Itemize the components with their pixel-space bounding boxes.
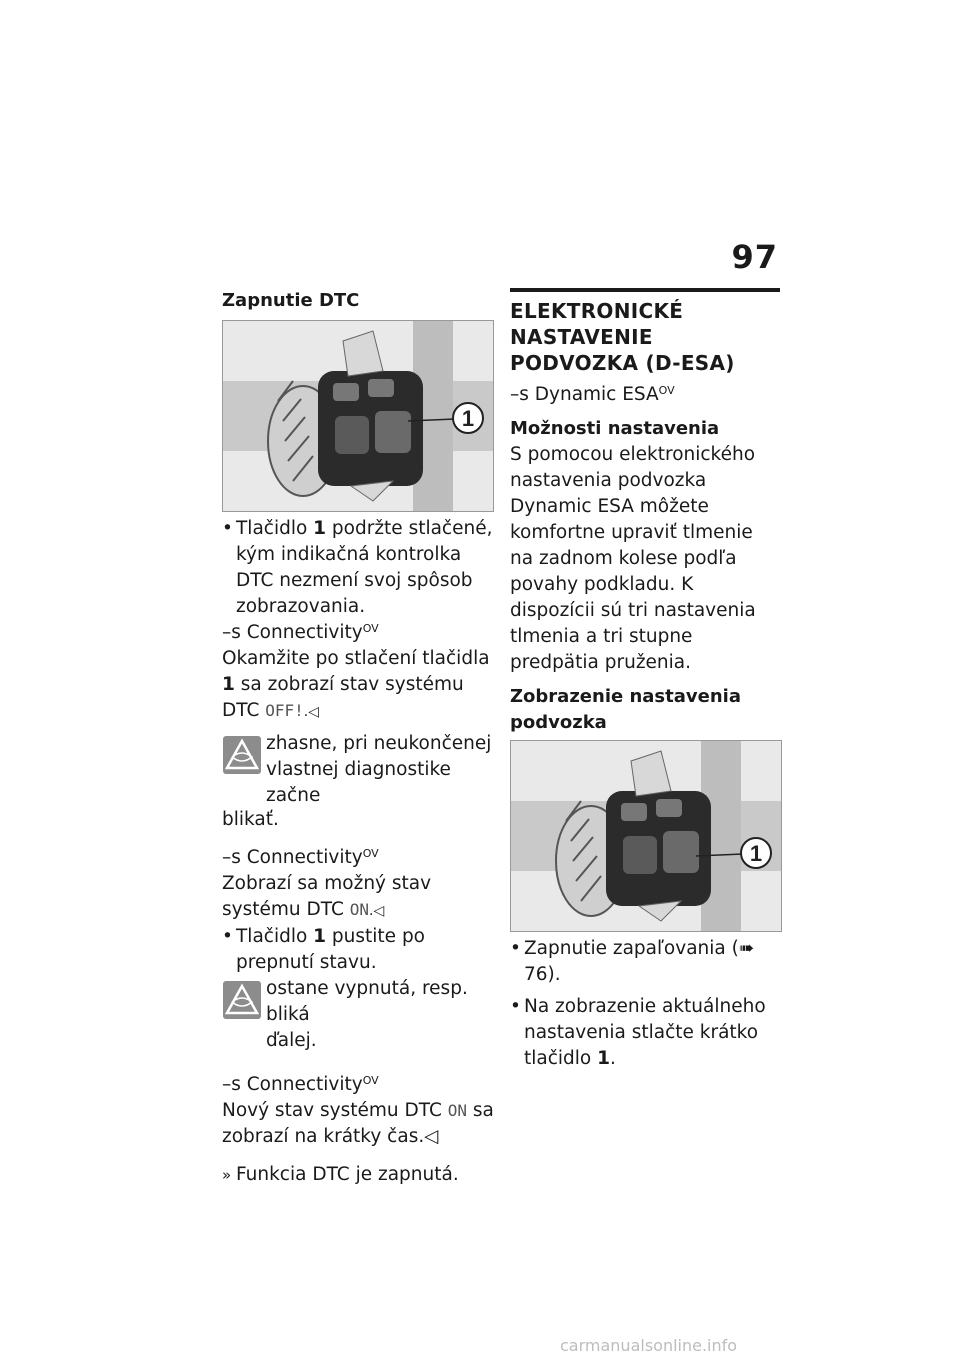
end-mark: .◁ [369,903,385,919]
warning-text-line: zhasne, pri neukončenej [266,733,492,754]
step-release-button [222,924,494,976]
condition-2-text [222,871,494,924]
warning-text-line: vlastnej diagnostike začne [266,759,451,806]
handlebar-switch-figure [222,320,494,512]
condition-text-rest: sa zobrazí stav systému DTC [222,674,464,721]
subheading-options: Možnosti nastavenia [510,418,720,439]
bullet-dot-icon: • [222,926,233,947]
warning-note-1 [222,731,494,809]
ov-superscript: OV [362,1074,379,1087]
display-code-on: ON [349,900,370,919]
step-text-rest: pustite po prepnutí stavu. [236,926,426,973]
section-heading-desa: ELEKTRONICKÉ NASTAVENIE PODVOZKA (D-ESA) [510,288,780,376]
handlebar-switch-illustration [223,321,493,511]
button-number: 1 [313,518,327,539]
warning-lamp-icon [222,980,262,1020]
display-code-on: ON [447,1101,468,1120]
handlebar-switch-illustration [511,741,781,931]
button-number: 1 [597,1048,610,1069]
subheading-display: Zobrazenie nastavenia podvozka [510,686,741,733]
condition-connectivity-1 [222,620,494,646]
section-heading-dtc: Zapnutie DTC [222,290,360,311]
condition-3-text [222,1098,494,1150]
warning-note-2 [222,976,494,1054]
condition-label: –s Dynamic ESA [510,384,659,405]
page-number: 97 [731,238,778,276]
condition-connectivity-3 [222,1072,494,1098]
button-number: 1 [313,926,327,947]
condition-label: –s Connectivity [222,622,363,643]
ov-superscript: OV [362,622,379,635]
step-text-rest: podržte stlačené, kým indikačná kontrolka DTC nezmení svoj spôsob zobrazovania. [236,518,493,617]
condition-text: Nový stav systému DTC [222,1100,448,1121]
warning-text-line: ďalej. [266,1030,317,1051]
step-show-setting [510,994,780,1072]
step-ignition-on [510,936,780,988]
step-text: Tlačidlo [236,926,314,947]
warning-text-line: ostane vypnutá, resp. bliká [266,978,468,1025]
condition-connectivity-2 [222,845,494,871]
description-paragraph: S pomocou elektronického nastavenia podvozka Dynamic ESA môžete komfortne upraviť tlmenie na zadnom kolese podľa povahy podkladu. K dispozícii sú tri nastavenia tlmenia a tri stupne predpätia pruženia. [510,444,756,673]
page-reference[interactable]: 76). [524,964,561,985]
condition-text: Zobrazí sa možný stav systému DTC [222,873,432,920]
figure-callout-number: 1 [749,841,763,866]
step-text: Zapnutie zapaľovania ( [524,938,739,959]
ov-superscript: OV [362,847,379,860]
warning-lamp-icon [222,735,262,775]
figure-callout-number: 1 [461,406,475,431]
display-code-off: OFF! [265,701,304,720]
result-text: Funkcia DTC je zapnutá. [236,1164,459,1185]
result-marker: » [222,1166,232,1184]
end-mark: .◁ [303,704,320,720]
bullet-dot-icon: • [510,938,521,959]
step-text: Na zobrazenie aktuálneho nastavenia stlačte krátko tlačidlo [524,996,766,1069]
warning-text-line: blikať. [222,809,279,830]
ov-superscript: OV [658,384,675,397]
condition-text: Okamžite po stlačení tlačidla [222,648,490,669]
condition-1-text [222,646,494,725]
step-text-rest: . [610,1048,616,1069]
bullet-dot-icon: • [510,996,521,1017]
step-press-button [222,516,494,620]
step-text: Tlačidlo [236,518,314,539]
bullet-dot-icon: • [222,518,233,539]
condition-dynamic-esa [510,382,780,408]
result-line [222,1162,494,1188]
watermark-footer: carmanualsonline.info [560,1336,738,1355]
right-column [510,288,780,1072]
left-column [222,288,494,1188]
condition-label: –s Connectivity [222,847,363,868]
page-reference-arrow-icon: ➠ [738,938,755,959]
button-number: 1 [222,674,235,695]
handlebar-switch-figure-2 [510,740,782,932]
condition-text-rest: sa zobrazí na krátky čas.◁ [222,1100,494,1147]
condition-label: –s Connectivity [222,1074,363,1095]
